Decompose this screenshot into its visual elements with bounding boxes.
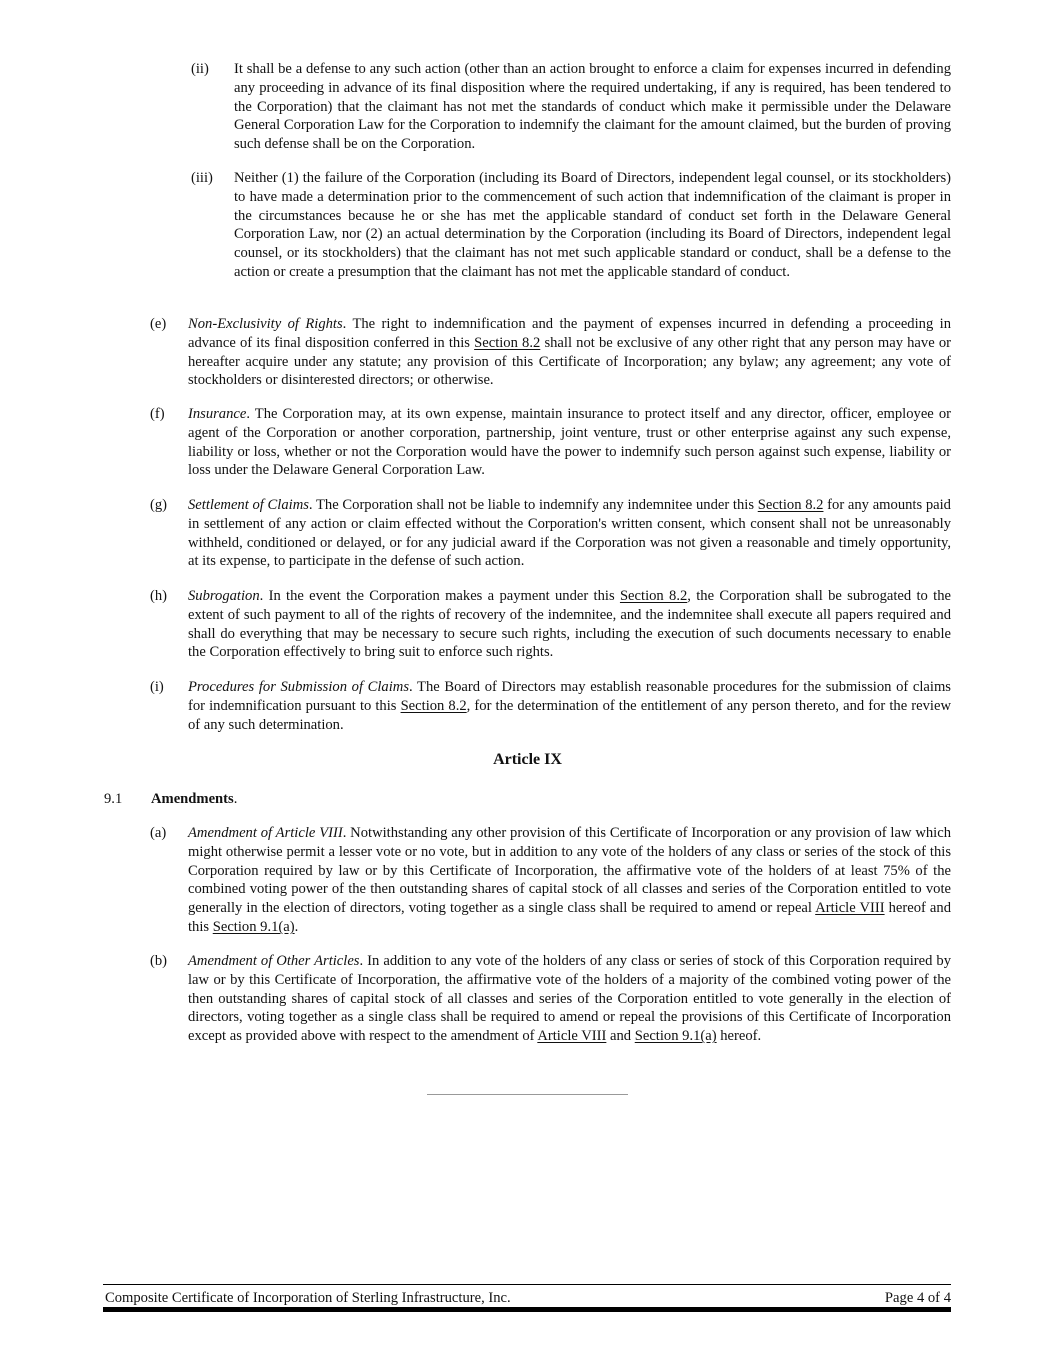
- section-title: Amendments: [151, 791, 234, 807]
- section-title-period: .: [233, 791, 238, 807]
- section-number: 9.1: [104, 791, 123, 807]
- clause-ii: [191, 60, 951, 154]
- clause-e-title: Non-Exclusivity of Rights: [188, 316, 343, 332]
- clause-iii-text: Neither (1) the failure of the Corporation (including its Board of Directors, independent legal counsel, or its stockholders) to have made a determination prior to the commencement of such action that indemnification of the claimant is proper in the circumstances because he or she has met the applicable standard of conduct set forth in the Delaware General Corporation Law, nor (2) an actual determination by the Corporation (including its Board of Directors, independent legal counsel, or its stockholders) that the claimant has not met such applicable standard or conduct, shall be a defense to the action or create a presumption that the claimant has not met the applicable standard of conduct.: [234, 170, 951, 280]
- clause-h-text-1: . In the event the Corporation makes a payment under this: [259, 588, 620, 604]
- clause-ii-text: It shall be a defense to any such action (other than an action brought to enforce a claim for expenses incurred in defending any proceeding in advance of its final disposition where the required undertaking, if any is required, has been tendered to the Corporation) that the claimant has not met the standards of conduct which make it permissible under the Delaware General Corporation Law for the Corporation to indemnify the claimant for the amount claimed, but the burden of proving such defense shall be on the Corporation.: [234, 61, 951, 153]
- clause-ii-label: (ii): [191, 61, 209, 77]
- clause-i: [150, 678, 951, 734]
- clause-i-text-1: . The Board of Directors may establish reasonable procedures for the submission of claims for indemnification pursuant to this: [188, 679, 951, 714]
- amendment-a-title: Amendment of Article VIII: [188, 825, 343, 841]
- clause-h-label: (h): [150, 588, 168, 604]
- clause-h-text-2: , the Corporation shall be subrogated to the extent of such payment to all of the rights of recovery of the indemnitee, and the indemnitee shall execute all papers required and shall do everything that may be necessary to secure such rights, including the execution of such documents necessary to enable the Corporation effectively to bring suit to enforce such rights.: [188, 588, 951, 661]
- clause-g-title: Settlement of Claims: [188, 497, 309, 513]
- footer-top-rule: [103, 1284, 951, 1285]
- clause-g-text-2: for any amounts paid in settlement of any action or claim effected without the Corporation's written consent, which consent shall not be unreasonably withheld, conditioned or delayed, or for any judicial award if the Corporation was not given a reasonable and timely opportunity, at its expense, to participate in the defense of such action.: [188, 497, 951, 570]
- section-8-2-link[interactable]: Section 8.2: [619, 588, 688, 604]
- end-of-document-rule: [427, 1094, 628, 1095]
- section-8-2-link[interactable]: Section 8.2: [757, 497, 824, 513]
- clause-f: [150, 405, 951, 480]
- article-viii-link[interactable]: Article VIII: [815, 900, 885, 917]
- page-footer: [105, 1289, 951, 1309]
- clause-g: [150, 496, 951, 571]
- amendment-b-text-2: and: [606, 1028, 635, 1045]
- section-9-1-a-link[interactable]: Section 9.1(a): [212, 918, 295, 935]
- clause-i-text-2: , for the determination of the entitlement of any person thereto, and for the review of any such determination.: [188, 697, 951, 733]
- clause-i-label: (i): [150, 679, 164, 695]
- clause-e: [150, 315, 951, 390]
- clause-g-text-1: . The Corporation shall not be liable to indemnify any indemnitee under this: [308, 497, 758, 513]
- section-8-2-link[interactable]: Section 8.2: [400, 697, 467, 714]
- clause-f-text: . The Corporation may, at its own expense, maintain insurance to protect itself and any director, officer, employee or agent of the Corporation or another corporation, partnership, joint venture, trust or other enterprise against any such expense, liability or loss, whether or not the Corporation would have the power to indemnify such person against such expense, liability or loss under the Delaware General Corporation Law.: [188, 406, 951, 479]
- clause-f-title: Insurance: [188, 406, 247, 422]
- section-9-1-a-link[interactable]: Section 9.1(a): [634, 1028, 717, 1045]
- amendment-b-text-3: hereof.: [716, 1028, 762, 1045]
- section-8-2-link[interactable]: Section 8.2: [474, 334, 541, 351]
- clause-iii: [191, 169, 951, 282]
- amendment-b: [150, 952, 951, 1046]
- clause-g-label: (g): [150, 497, 168, 513]
- clause-iii-label: (iii): [191, 170, 213, 186]
- amendment-b-title: Amendment of Other Articles: [188, 953, 360, 969]
- amendment-a-text-3: .: [294, 918, 299, 935]
- amendment-a-label: (a): [150, 825, 167, 841]
- amendment-a-text-1: . Notwithstanding any other provision of this Certificate of Incorporation or any provision of law which might otherwise permit a lesser vote or no vote, but in addition to any vote of the holders of any class or series of the stock of this Corporation required by law or by this Certificate of Incorporation, the affirmative vote of the holders of at least 75% of the combined voting power of the then outstanding shares of capital stock of all classes and series of the Corporation entitled to vote generally in the election of directors, voting together as a single class shall be required to amend or repeal: [188, 825, 952, 917]
- clause-i-title: Procedures for Submission of Claims: [188, 679, 410, 695]
- amendment-a-text-2: hereof and this: [188, 900, 951, 935]
- clause-e-label: (e): [150, 316, 167, 332]
- amendment-b-text-1: . In addition to any vote of the holders of any class or series of stock of this Corporation required by law or by this Certificate of Incorporation, the affirmative vote of the holders of a majority of the combined voting power of the then outstanding shares of capital stock of all classes and series of the Corporation entitled to vote generally in the election of directors, voting together as a single class shall be required to amend or repeal the provisions of this Certificate of Incorporation except as provided above with respect to the amendment of: [188, 953, 951, 1045]
- clause-h: [150, 587, 951, 662]
- clause-f-label: (f): [150, 406, 165, 422]
- clause-e-text-2: shall not be exclusive of any other right that any person may have or hereafter acquire under any statute; any provision of this Certificate of Incorporation; any bylaw; any agreement; any vote of stockholders or disinterested directors; or otherwise.: [188, 334, 951, 389]
- article-viii-link[interactable]: Article VIII: [537, 1028, 607, 1045]
- footer-bottom-bar: [103, 1307, 951, 1312]
- footer-document-title: Composite Certificate of Incorporation of Sterling Infrastructure, Inc.: [105, 1290, 511, 1306]
- clause-e-text-1: . The right to indemnification and the payment of expenses incurred in defending a proceeding in advance of its final disposition conferred in this: [188, 316, 951, 351]
- amendment-b-label: (b): [150, 953, 168, 969]
- footer-page-number: Page 4 of 4: [884, 1290, 951, 1306]
- clause-h-title: Subrogation: [188, 588, 260, 604]
- amendment-a: [150, 824, 952, 937]
- article-heading: Article IX: [493, 751, 562, 768]
